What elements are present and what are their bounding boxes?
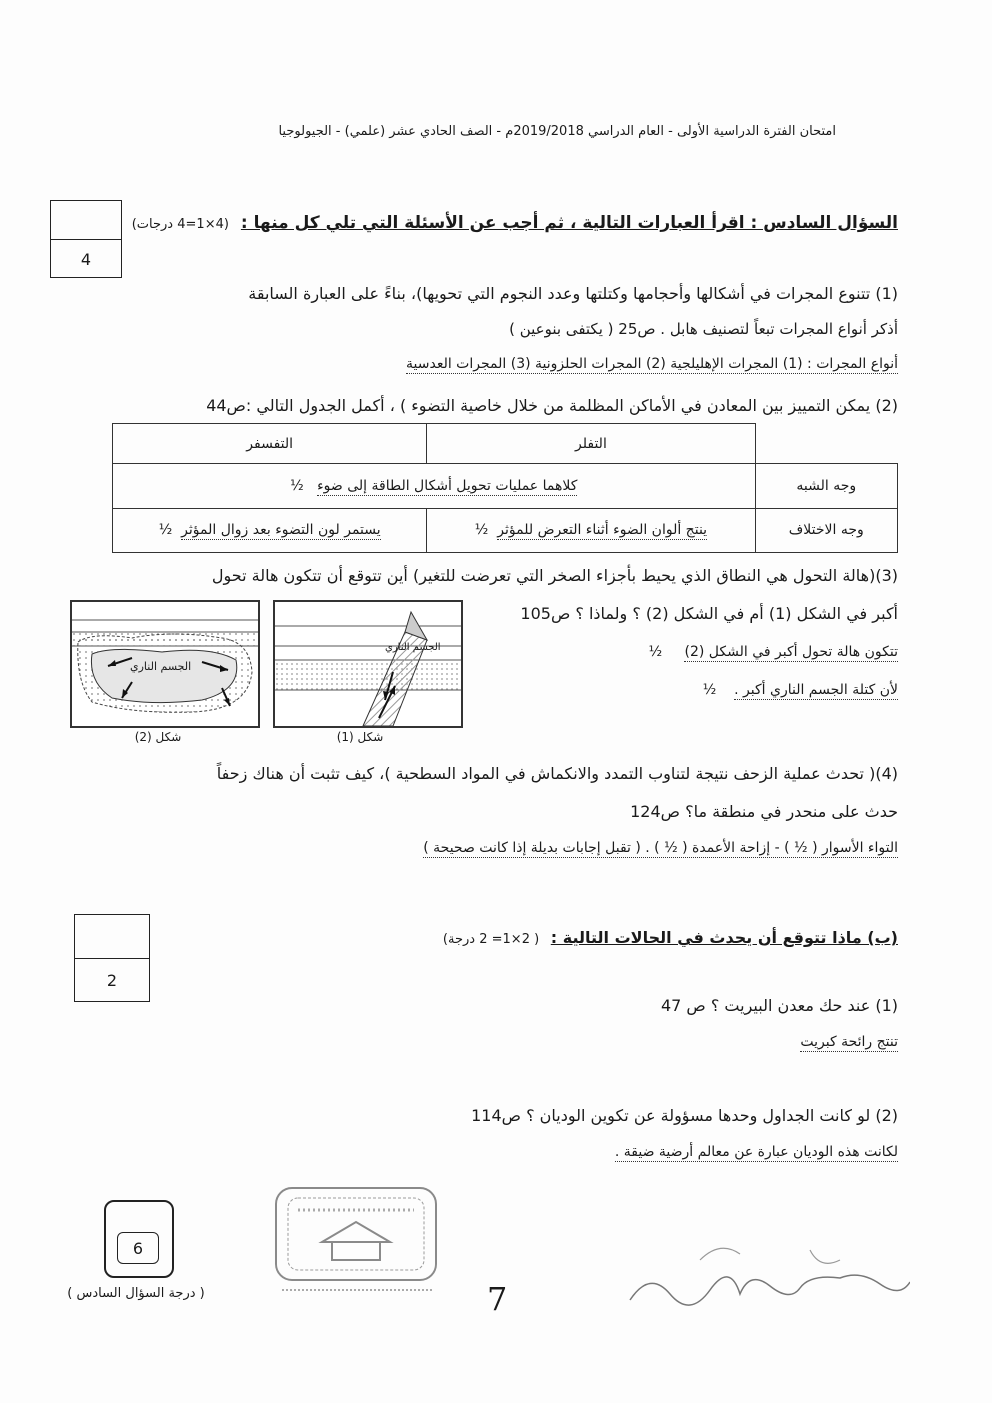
- difference-fluorescence-cell: [427, 508, 755, 552]
- partB-title-row: [443, 928, 898, 947]
- table-header-fluorescence: التفلر: [427, 424, 755, 464]
- item3-answer2-mark: ½: [702, 682, 717, 698]
- partB-answer2: لكانت هذه الوديان عبارة عن معالم أرضية ضيقة .: [614, 1144, 898, 1160]
- difference-phosphorescence-mark: ½: [158, 522, 173, 539]
- luminescence-table: [112, 423, 898, 553]
- partB-answer1: تنتج رائحة كبريت: [800, 1034, 898, 1050]
- difference-fluorescence: ينتج ألوان الضوء أثناء التعرض للمؤثر: [497, 522, 708, 539]
- figure-1: [273, 600, 463, 728]
- item4-stem-line1: (4)( تحدث عملية الزحف نتيجة لتناوب التمدد والانكماش في المواد السطحية )، كيف تثبت أن هناك زحفاً: [216, 764, 898, 783]
- partB-score-box: [74, 914, 150, 1002]
- row-label-difference: وجه الاختلاف: [755, 508, 898, 552]
- partB-score: 2: [106, 971, 118, 990]
- item3-answer2-row: [703, 682, 898, 698]
- question6-total-score: 6: [117, 1232, 159, 1264]
- exam-header: امتحان الفترة الدراسية الأولى - العام الدراسي 2019/2018م - الصف الحادي عشر (علمي) - الجيولوجيا: [278, 124, 836, 139]
- page-number: 7: [487, 1280, 508, 1318]
- item4-answer: التواء الأسوار ( ½ ) - إزاحة الأعمدة ( ½ ) . ( تقبل إجابات بديلة إذا كانت صحيحة ): [423, 840, 898, 856]
- item3-stem-line2: أكبر في الشكل (1) أم في الشكل (2) ؟ ولماذا ؟ ص105: [520, 604, 898, 623]
- figure-1-caption: شكل (1): [336, 730, 384, 744]
- partB-title: (ب) ماذا تتوقع أن يحدث في الحالات التالية :: [550, 928, 898, 947]
- question6-total-caption: ( درجة السؤال السادس ): [67, 1286, 205, 1301]
- figure-1-label: الجسم الناري: [385, 642, 441, 653]
- similarity-cell: [113, 464, 756, 508]
- item4-stem-line2: حدث على منحدر في منطقة ما؟ ص124: [630, 802, 898, 821]
- item3-answer1-row: [649, 644, 898, 660]
- item3-answer1-mark: ½: [648, 644, 663, 660]
- partB-question1: (1) عند حك معدن البيريت ؟ ص 47: [660, 996, 898, 1015]
- similarity-mark: ½: [290, 477, 304, 494]
- signature-icon: [610, 1220, 910, 1320]
- partB-question2: (2) لو كانت الجداول وحدها مسؤولة عن تكوين الوديان ؟ ص114: [471, 1106, 898, 1125]
- figure-2-caption: شكل (2): [134, 730, 182, 744]
- item1-answer: أنواع المجرات : (1) المجرات الإهليلجية (2) المجرات الحلزونية (3) المجرات العدسية: [406, 356, 898, 372]
- difference-phosphorescence: يستمر لون التضوء بعد زوال المؤثر: [181, 522, 381, 539]
- item3-answer1: تتكون هالة تحول أكبر في الشكل (2): [684, 644, 898, 660]
- item3-answer2: لأن كتلة الجسم الناري أكبر .: [734, 682, 898, 698]
- question6-score-box: [50, 200, 122, 278]
- table-corner: [755, 424, 898, 464]
- item1-instruction: أذكر أنواع المجرات تبعاً لتصنيف هابل . ص25 ( يكتفى بنوعين ): [509, 320, 898, 338]
- row-label-similarity: وجه الشبه: [755, 464, 898, 508]
- item2-stem: (2) يمكن التمييز بين المعادن في الأماكن المظلمة من خلال خاصية التضوء ) ، أكمل الجدول التالي :ص44: [206, 396, 898, 415]
- table-header-phosphorescence: التفسفر: [113, 424, 427, 464]
- figure-1-drawing: [275, 602, 461, 726]
- question6-score: 4: [80, 249, 92, 269]
- question6-title-text: السؤال السادس : اقرأ العبارات التالية ، ثم أجب عن الأسئلة التي تلي كل منها :: [240, 213, 898, 233]
- question6-title: [132, 213, 898, 233]
- similarity-answer: كلاهما عمليات تحويل أشكال الطاقة إلى ضوء: [317, 477, 578, 494]
- partB-marks: ( 2×1= 2 درجة): [442, 932, 540, 947]
- figure-2: [70, 600, 260, 728]
- difference-phosphorescence-cell: [113, 508, 427, 552]
- difference-fluorescence-mark: ½: [474, 522, 489, 539]
- item1-stem: (1) تتنوع المجرات في أشكالها وأحجامها وكتلتها وعدد النجوم التي تحويها)، بناءً على العبارة السابقة: [248, 284, 898, 303]
- ministry-stamp-icon: [262, 1180, 452, 1300]
- item3-stem-line1: (3)(هالة التحول هي النطاق الذي يحيط بأجزاء الصخر التي تعرضت للتغير) أين تتوقع أن تتكون هالة تحول: [211, 566, 898, 585]
- question6-marks: (4×1=4 درجات): [131, 217, 229, 232]
- figure-2-label: الجسم الناري: [130, 660, 192, 673]
- question6-total-box: [104, 1200, 174, 1278]
